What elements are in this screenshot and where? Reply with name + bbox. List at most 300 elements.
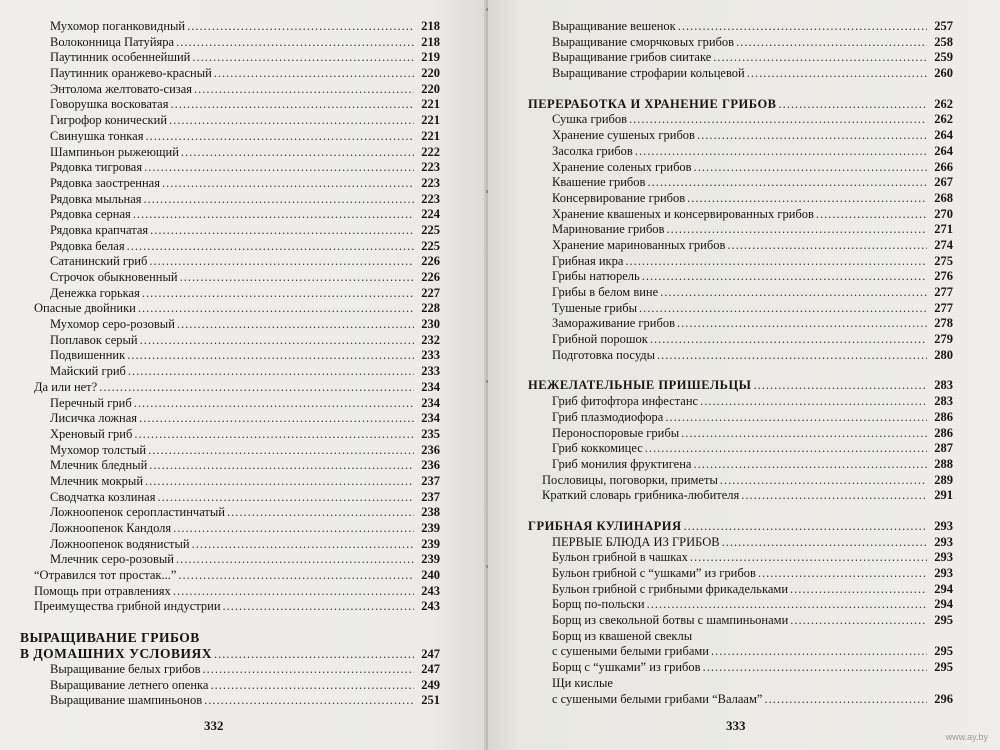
spacer [20,615,440,630]
toc-entry-title: Рядовка тигровая [50,160,143,175]
toc-entry [528,629,953,645]
toc-entry-title: Говорушка восковатая [50,97,169,112]
toc-entry-title: Замораживание грибов [552,316,676,331]
toc-entry [20,380,440,396]
toc-entry-title: Ложноопенок Кандоля [50,521,172,535]
toc-entry-page: 234 [421,395,440,410]
toc-entry-page: 221 [421,128,440,143]
toc-entry-page: 294 [934,597,953,612]
toc-entry-title: Подвишенник [50,348,126,363]
dot-leader [625,254,927,270]
toc-entry [528,50,953,66]
toc-entry [528,566,953,582]
dot-leader [720,473,927,489]
toc-entry-title: Борщ из квашеной свеклы [552,628,693,643]
toc-entry-page: 240 [421,568,440,583]
toc-entry [528,144,953,160]
toc-entry [528,457,953,473]
toc-entry-page: 243 [421,599,440,614]
toc-entry-page: 234 [421,411,440,426]
toc-entry [528,128,953,144]
toc-entry-title: с сушеными белыми грибами [552,644,709,659]
toc-entry-title: Да или нет? [34,379,98,394]
toc-entry [528,550,953,566]
toc-entry [20,411,440,427]
toc-entry-page: 233 [421,364,440,379]
toc-entry [20,427,440,443]
dot-leader [816,207,927,223]
toc-entry-title: Тушеные грибы [552,300,638,315]
toc-entry-title: Бульон грибной с “ушками” из грибов [552,566,756,580]
toc-entry-page: 225 [421,238,440,253]
toc-entry-title: Перечный гриб [50,395,132,410]
toc-entry [20,678,440,694]
toc-entry-title: Выращивание строфарии кольцевой [552,66,745,81]
toc-entry-title: Лисичка ложная [50,411,138,426]
toc-entry-title: Свинушка тонкая [50,128,144,143]
toc-entry-title: Строчок обыкновенный [50,270,178,284]
toc-entry-title: Борщ по-польски [552,597,645,612]
toc-entry [20,537,440,553]
dot-leader [758,566,927,582]
dot-leader [194,82,414,98]
dot-leader [140,333,414,349]
dot-leader [134,427,414,443]
toc-entry [528,348,953,364]
toc-entry-title: Выращивание шампиньонов [50,693,203,708]
spacer [528,82,953,97]
dot-leader [139,411,414,427]
toc-entry [528,394,953,410]
toc-entry-title: Хранение квашеных и консервированных грибов [552,206,814,221]
dot-leader [666,222,927,238]
toc-entry [528,473,953,489]
toc-entry [20,458,440,474]
toc-entry [20,490,440,506]
toc-entry-page: 233 [421,348,440,363]
right-table-of-contents [528,19,953,707]
toc-entry-title: Помощь при отравлениях [34,583,171,598]
toc-entry-title: Грибной порошок [552,332,648,347]
dot-leader [647,597,927,613]
toc-entry-page: 228 [421,301,440,316]
toc-entry [20,443,440,459]
dot-leader [629,112,927,128]
dot-leader [681,426,927,442]
toc-entry-page: 277 [934,285,953,299]
dot-leader [678,19,927,35]
toc-entry-page: 278 [934,316,953,331]
toc-entry [20,82,440,98]
toc-entry-page: 293 [934,550,953,565]
spacer [528,504,953,519]
dot-leader [690,550,927,566]
toc-entry [20,333,440,349]
toc-entry-page: 280 [934,347,953,362]
toc-entry [528,644,953,660]
dot-leader [134,396,414,412]
dot-leader [741,488,927,504]
toc-entry-title: с сушеными белыми грибами “Валаам” [552,691,763,706]
toc-entry-page: 220 [421,66,440,81]
toc-entry-page: 271 [934,222,953,237]
toc-entry-title: Хранение маринованных грибов [552,237,726,252]
toc-entry-page: 226 [421,270,440,284]
dot-leader [133,207,414,223]
toc-entry [528,112,953,128]
dot-leader [157,490,414,506]
toc-entry-title: Преимущества грибной индустрии [34,599,221,614]
toc-entry-page: 286 [934,425,953,440]
toc-entry [528,332,953,348]
toc-entry-title: Бульон грибной в чашках [552,550,688,565]
section-heading-processing: ПЕРЕРАБОТКА И ХРАНЕНИЕ ГРИБОВ ..... 262 [528,97,953,113]
toc-entry [20,35,440,51]
toc-entry-page: 236 [421,442,440,457]
dot-leader [700,394,927,410]
toc-entry-title: Выращивание белых грибов [50,661,201,676]
dot-leader [687,191,927,207]
left-entries-block-2 [20,662,440,709]
toc-entry [528,301,953,317]
toc-entry-title: Рядовка белая [50,238,125,253]
dot-leader [176,552,414,568]
toc-entry-title: Выращивание грибов сиитаке [552,50,712,65]
toc-entry-page: 264 [934,143,953,158]
dot-leader [149,458,414,474]
dot-leader [650,332,927,348]
toc-entry [20,584,440,600]
toc-entry-title: Мухомор серо-розовый [50,317,175,332]
dot-leader [178,568,414,584]
toc-entry-page: 232 [421,332,440,347]
dot-leader [128,364,414,380]
right-entries-block-1 [528,19,953,82]
dot-leader [693,457,927,473]
toc-entry [528,207,953,223]
toc-entry-title: Грибы натюрель [552,269,640,284]
toc-entry [20,239,440,255]
toc-entry [528,191,953,207]
toc-entry-title: Подготовка посуды [552,347,656,362]
toc-entry-title: Мухомор поганковидный [50,19,186,33]
dot-leader [713,50,927,66]
toc-entry-page: 293 [934,566,953,580]
toc-entry [20,113,440,129]
dot-leader [694,160,927,176]
toc-entry [528,254,953,270]
toc-entry-page: 227 [421,285,440,300]
left-page [0,0,488,750]
toc-entry-title: Ложноопенок водянистый [50,536,190,551]
toc-entry [20,521,440,537]
toc-entry-page: 264 [934,128,953,143]
toc-entry-title: Грибы в белом вине [552,285,659,299]
watermark: www.ay.by [945,732,988,742]
toc-entry-title: Денежка горькая [50,285,140,300]
toc-entry [20,66,440,82]
toc-entry [528,613,953,629]
dot-leader [642,269,927,285]
toc-entry [528,222,953,238]
left-table-of-contents [20,19,440,709]
dot-leader [727,238,927,254]
toc-entry-title: Хреновый гриб [50,426,133,441]
dot-leader [647,175,927,191]
toc-entry-page: 270 [934,206,953,221]
toc-entry-title: Засолка грибов [552,143,633,158]
dot-leader [169,113,414,129]
toc-entry [528,441,953,457]
toc-entry-title: Гигрофор конический [50,113,168,128]
dot-leader [660,285,927,301]
subsection-heading-first-courses: ПЕРВЫЕ БЛЮДА ИЗ ГРИБОВ ..... 293 [528,535,953,551]
toc-entry-page: 260 [934,66,953,81]
toc-entry-page: 295 [934,644,953,659]
toc-entry [528,35,953,51]
toc-entry-page: 218 [421,19,440,33]
toc-entry-page: 276 [934,269,953,284]
right-page [488,0,1000,750]
dot-leader [192,50,414,66]
toc-entry-page: 267 [934,175,953,190]
toc-entry-title: Гриб плазмодиофора [552,409,664,424]
toc-entry-page: 296 [934,691,953,706]
toc-entry-title: Пероноспоровые грибы [552,425,680,440]
page-number-right: 333 [726,718,746,733]
toc-entry-title: Рядовка мыльная [50,191,142,206]
section-heading-pests: НЕЖЕЛАТЕЛЬНЫЕ ПРИШЕЛЬЦЫ ..... 283 [528,378,953,394]
toc-entry [528,426,953,442]
toc-entry [20,160,440,176]
toc-entry-page: 218 [421,34,440,49]
dot-leader [162,176,414,192]
section-title-line-2: В ДОМАШНИХ УСЛОВИЯХ ..... 247 [20,646,440,662]
dot-leader [173,521,414,537]
toc-entry-page: 237 [421,489,440,504]
toc-entry-title: Борщ из свекольной ботвы с шампиньонами [552,613,789,628]
toc-entry-title: Хранение соленых грибов [552,159,692,174]
toc-entry [20,317,440,333]
toc-entry-title: Сатанинский гриб [50,254,148,269]
toc-entry [20,474,440,490]
dot-leader [180,270,414,286]
toc-entry-title: Сводчатка козлиная [50,489,156,504]
dot-leader [148,443,414,459]
toc-entry [528,269,953,285]
section-title-line-1: ВЫРАЩИВАНИЕ ГРИБОВ [20,630,200,646]
toc-entry [20,145,440,161]
toc-entry [528,160,953,176]
toc-entry-title: Млечник серо-розовый [50,552,174,567]
toc-entry-page: 277 [934,300,953,315]
toc-entry-page: 238 [421,505,440,520]
toc-entry-page: 287 [934,441,953,456]
page-number-left: 332 [204,718,224,733]
toc-entry-page: 259 [934,50,953,65]
toc-entry-page: 239 [421,552,440,567]
toc-entry [528,410,953,426]
dot-leader [145,474,414,490]
toc-entry-title: Борщ с “ушками” из грибов [552,660,701,675]
dot-leader [149,254,414,270]
toc-entry-page: 268 [934,190,953,205]
toc-entry-title: Паутинник оранжево-красный [50,66,212,81]
toc-entry [20,301,440,317]
dot-leader [764,692,927,708]
right-entries-block-3 [528,394,953,504]
toc-entry-page: 286 [934,409,953,424]
spacer [528,363,953,378]
dot-leader [177,317,414,333]
toc-entry-title: Гриб коккомицес [552,441,643,456]
toc-entry-page: 226 [421,254,440,269]
toc-entry-title: Мухомор толстый [50,442,147,457]
toc-entry [20,254,440,270]
toc-entry-title: Выращивание летнего опенка [50,677,209,692]
toc-entry [528,19,953,35]
dot-leader [703,660,927,676]
toc-entry [20,97,440,113]
toc-entry [20,207,440,223]
toc-entry-title: Ложноопенок серопластинчатый [50,505,225,520]
toc-entry-title: Поплавок серый [50,332,138,347]
toc-entry-page: 295 [934,613,953,628]
toc-entry [20,129,440,145]
toc-entry-page: 289 [934,472,953,487]
toc-entry-page: 221 [421,113,440,128]
dot-leader [150,223,414,239]
toc-entry [528,316,953,332]
dot-leader [176,35,414,51]
toc-entry [528,66,953,82]
toc-entry-page: 288 [934,456,953,471]
toc-entry-title: Опасные двойники [34,301,136,316]
toc-entry-title: Хранение сушеных грибов [552,128,695,143]
dot-leader [127,348,414,364]
toc-entry-page: 279 [934,332,953,347]
dot-leader [790,582,927,598]
toc-entry [528,488,953,504]
dot-leader [170,97,414,113]
dot-leader [204,693,414,709]
toc-entry-title: Щи кислые [552,675,613,690]
right-entries-block-2 [528,112,953,363]
dot-leader [635,144,927,160]
toc-entry-title: Гриб фитофтора инфестанс [552,394,699,409]
toc-entry-title: Сушка грибов [552,112,628,127]
toc-entry [20,223,440,239]
toc-entry [20,286,440,302]
toc-entry [20,568,440,584]
left-entries-block-1 [20,19,440,615]
toc-entry-title: Краткий словарь грибника-любителя [542,488,740,503]
toc-entry-title: Млечник мокрый [50,473,144,488]
toc-entry-page: 230 [421,317,440,332]
toc-entry-page: 257 [934,19,953,33]
toc-entry-page: 249 [421,677,440,692]
toc-entry-title: Гриб монилия фруктигена [552,456,692,471]
dot-leader [227,505,414,521]
dot-leader [223,599,414,615]
dot-leader [144,160,414,176]
dot-leader [192,537,414,553]
toc-entry-title: Выращивание сморчковых грибов [552,34,735,49]
toc-entry-page: 239 [421,521,440,535]
dot-leader [142,286,414,302]
toc-entry-page: 251 [421,693,440,708]
toc-entry-page: 295 [934,660,953,675]
toc-entry [20,552,440,568]
toc-entry-page: 223 [421,191,440,206]
toc-entry-page: 235 [421,426,440,441]
toc-entry-page: 222 [421,144,440,159]
toc-entry-page: 294 [934,581,953,596]
dot-leader [677,316,927,332]
toc-entry-title: Волоконница Патуйяра [50,34,175,49]
toc-entry-page: 239 [421,536,440,551]
toc-entry [528,238,953,254]
toc-entry [20,19,440,35]
toc-entry [20,599,440,615]
dot-leader [665,410,927,426]
dot-leader [736,35,927,51]
dot-leader [747,66,927,82]
toc-entry-page: 266 [934,159,953,174]
dot-leader [203,662,414,678]
toc-entry-page: 237 [421,473,440,488]
toc-entry-page: 243 [421,583,440,598]
toc-entry-page: 221 [421,97,440,112]
dot-leader [181,145,414,161]
toc-entry [20,270,440,286]
toc-entry [528,175,953,191]
toc-entry-page: 283 [934,394,953,409]
toc-entry-title: Маринование грибов [552,222,665,237]
toc-entry-title: “Отравился тот простак...” [34,568,177,583]
dot-leader [214,66,414,82]
toc-entry-page: 223 [421,160,440,175]
toc-entry [20,348,440,364]
toc-entry [528,676,953,692]
toc-entry-page: 224 [421,207,440,222]
toc-entry-page: 223 [421,175,440,190]
toc-entry-title: Выращивание вешенок [552,19,676,33]
toc-entry-page: 236 [421,458,440,473]
toc-entry [528,285,953,301]
toc-entry-page: 247 [421,661,440,676]
toc-entry-title: Майский гриб [50,364,126,379]
toc-entry-page: 275 [934,253,953,268]
toc-entry-page: 220 [421,81,440,96]
toc-entry [20,176,440,192]
toc-entry-title: Энтолома желтовато-сизая [50,81,193,96]
toc-entry-title: Млечник бледный [50,458,148,473]
dot-leader [138,301,414,317]
toc-entry [528,582,953,598]
toc-entry-page: 291 [934,488,953,503]
dot-leader [697,128,927,144]
dot-leader [645,441,927,457]
dot-leader [639,301,927,317]
toc-entry-title: Квашение грибов [552,175,646,190]
section-heading-cooking: ГРИБНАЯ КУЛИНАРИЯ ..... 293 [528,519,953,535]
toc-entry-title: Бульон грибной с грибными фрикадельками [552,581,789,596]
toc-entry-title: Рядовка заостренная [50,175,160,190]
toc-entry-title: Грибная икра [552,253,624,268]
toc-entry-title: Рядовка крапчатая [50,222,149,237]
toc-entry [20,662,440,678]
